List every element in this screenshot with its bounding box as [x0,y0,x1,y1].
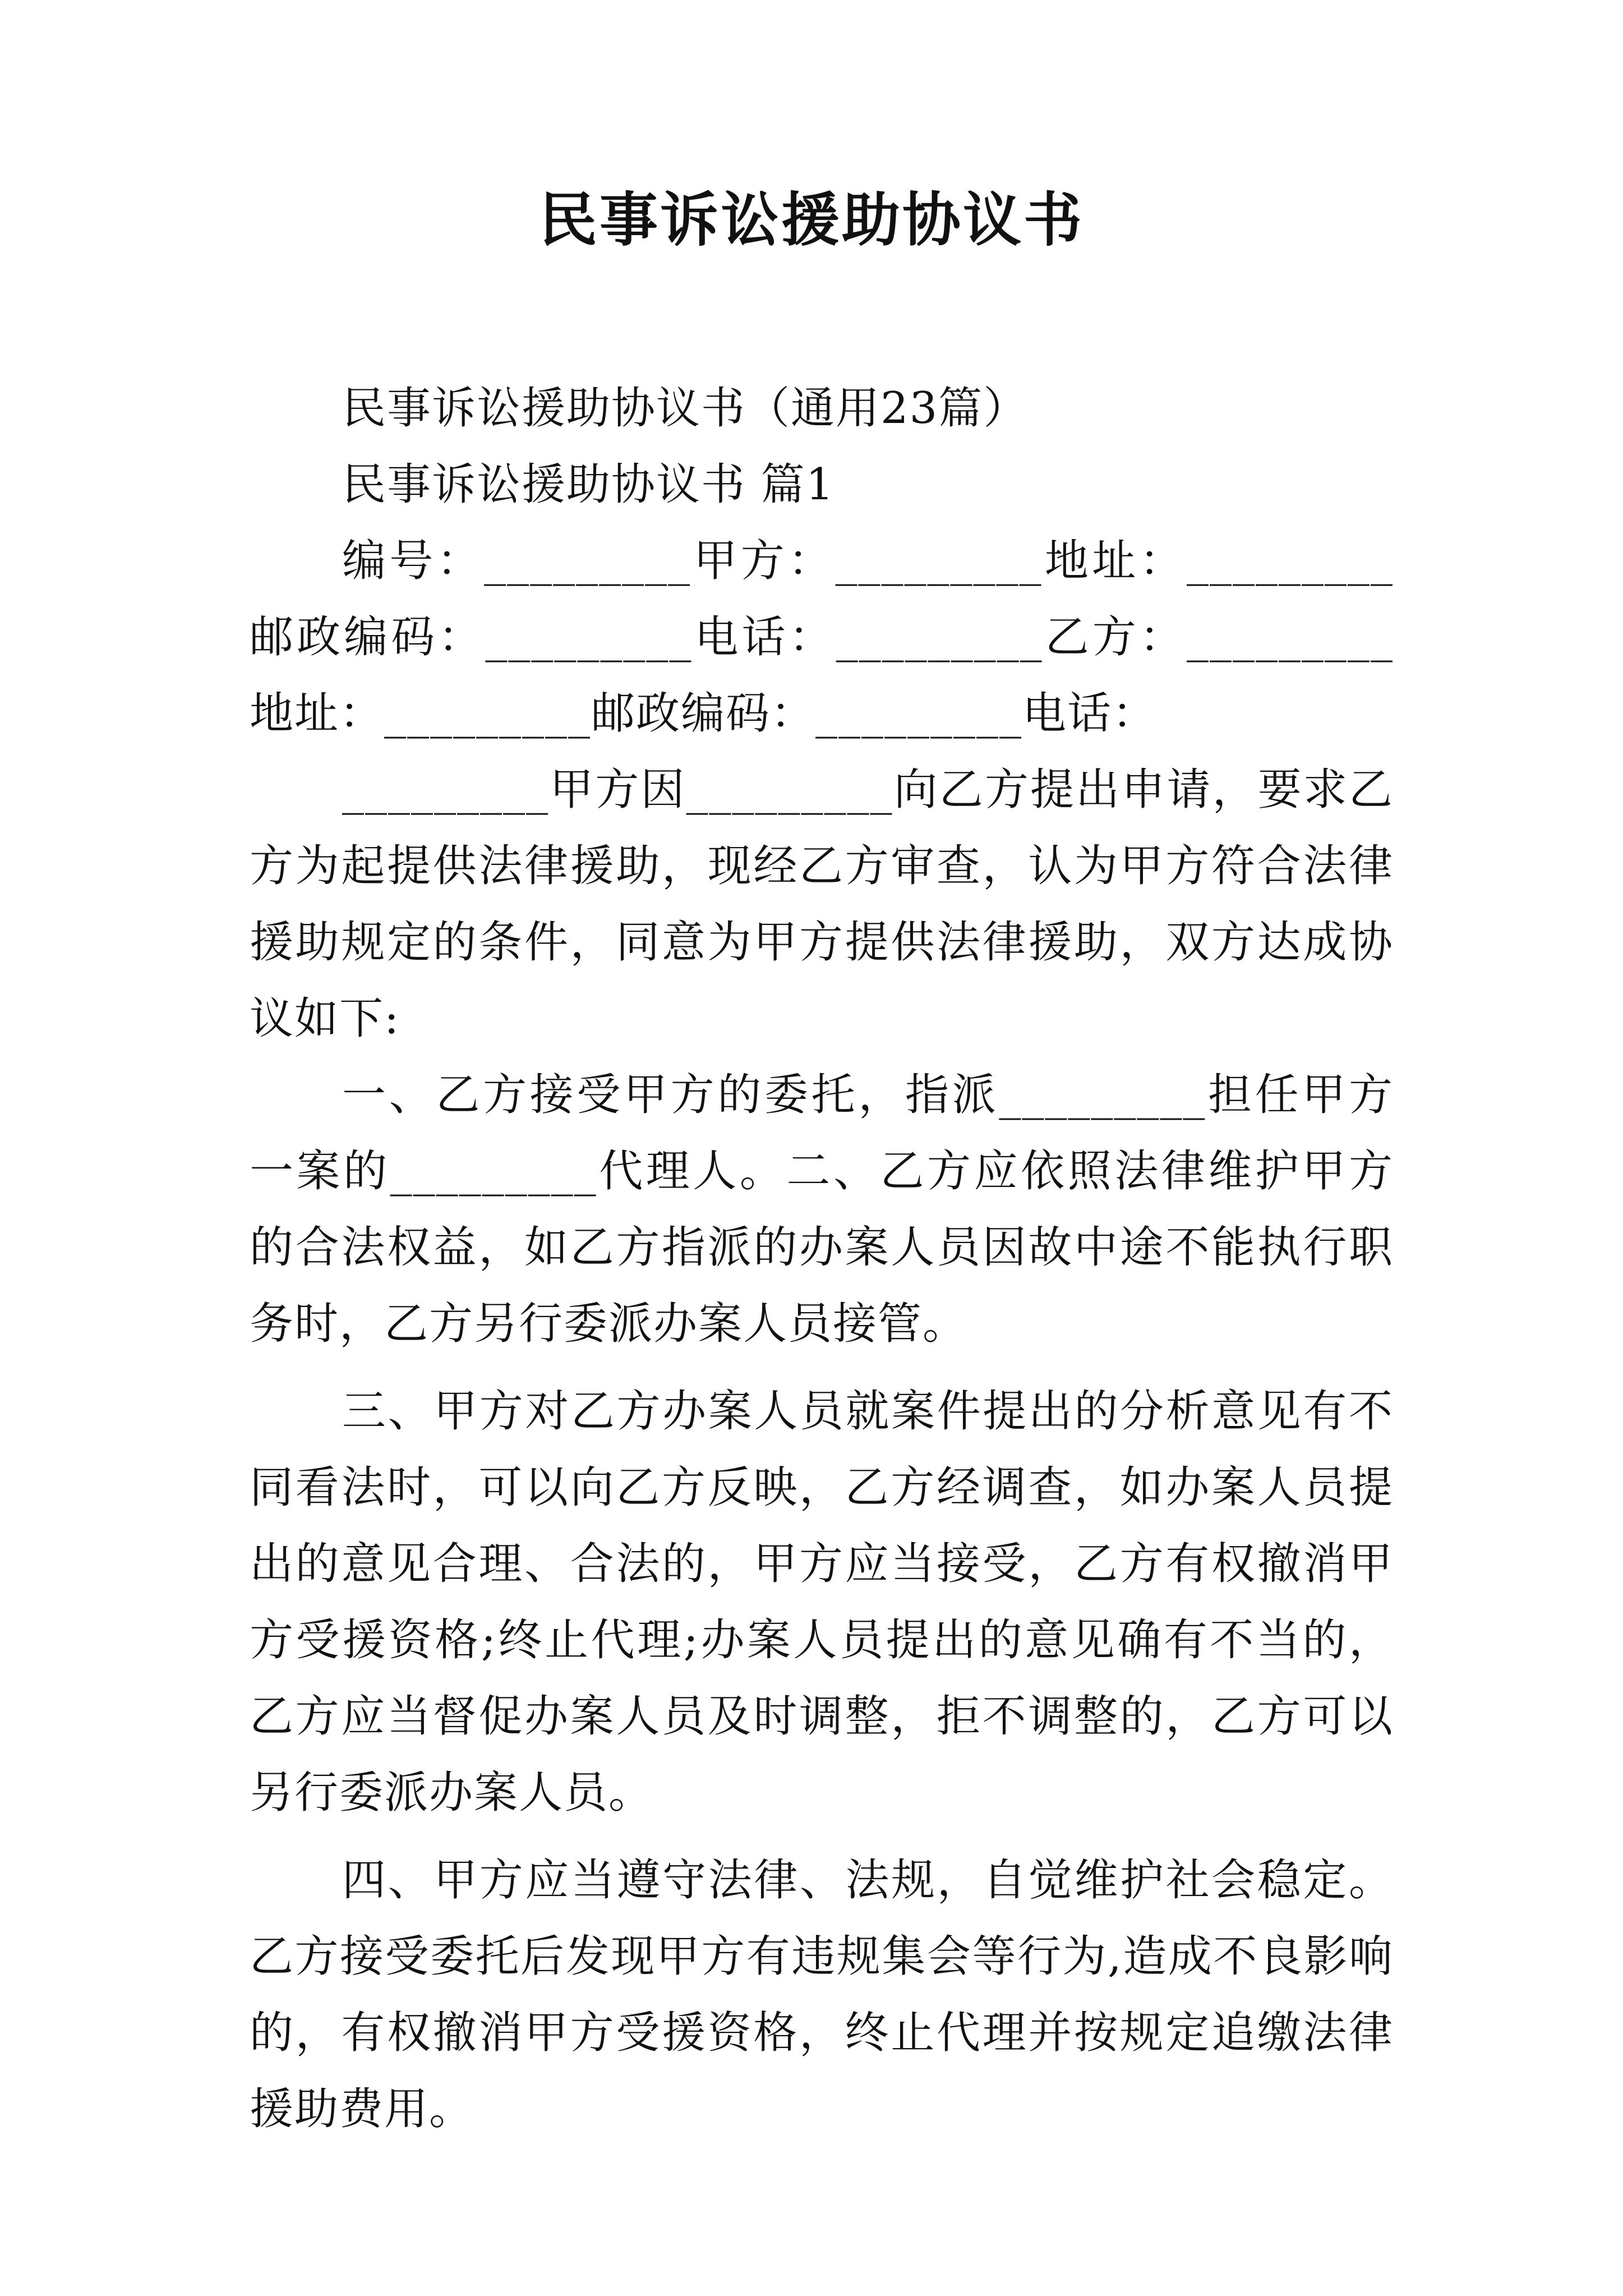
clause-4-paragraph: 四、甲方应当遵守法律、法规，自觉维护社会稳定。乙方接受委托后发现甲方有违规集会等行为,造成不良影响的，有权撤消甲方受援资格，终止代理并按规定追缴法律援助费用。 [250,1855,1394,2134]
document-title: 民事诉讼援助协议书 [538,185,1084,254]
clause-1-2-paragraph: 一、乙方接受甲方的委托，指派_________担任甲方一案的_________代理人。二、乙方应依照法律维护甲方的合法权益，如乙方指派的办案人员因故中途不能执行职务时，乙方另行委派办案人员接管。 [250,1070,1394,1349]
collection-subtitle: 民事诉讼援助协议书（通用23篇） [342,383,1029,434]
party-info-paragraph: 编号：_________甲方：_________地址：_________邮政编码：_________电话：_________乙方：_________地址：_________邮政编码：_________电话： [250,536,1394,739]
section-heading: 民事诉讼援助协议书 篇1 [342,459,835,510]
clause-3-paragraph: 三、甲方对乙方办案人员就案件提出的分析意见有不同看法时，可以向乙方反映，乙方经调查，如办案人员提出的意见合理、合法的，甲方应当接受，乙方有权撤消甲方受援资格;终止代理;办案人员提出的意见确有不当的，乙方应当督促办案人员及时调整，拒不调整的，乙方可以另行委派办案人员。 [250,1386,1394,1818]
preamble-paragraph: _________甲方因_________向乙方提出申请，要求乙方为起提供法律援助，现经乙方审查，认为甲方符合法律援助规定的条件，同意为甲方提供法律援助，双方达成协议如下: [250,765,1394,1044]
document-body [250,370,1394,2147]
